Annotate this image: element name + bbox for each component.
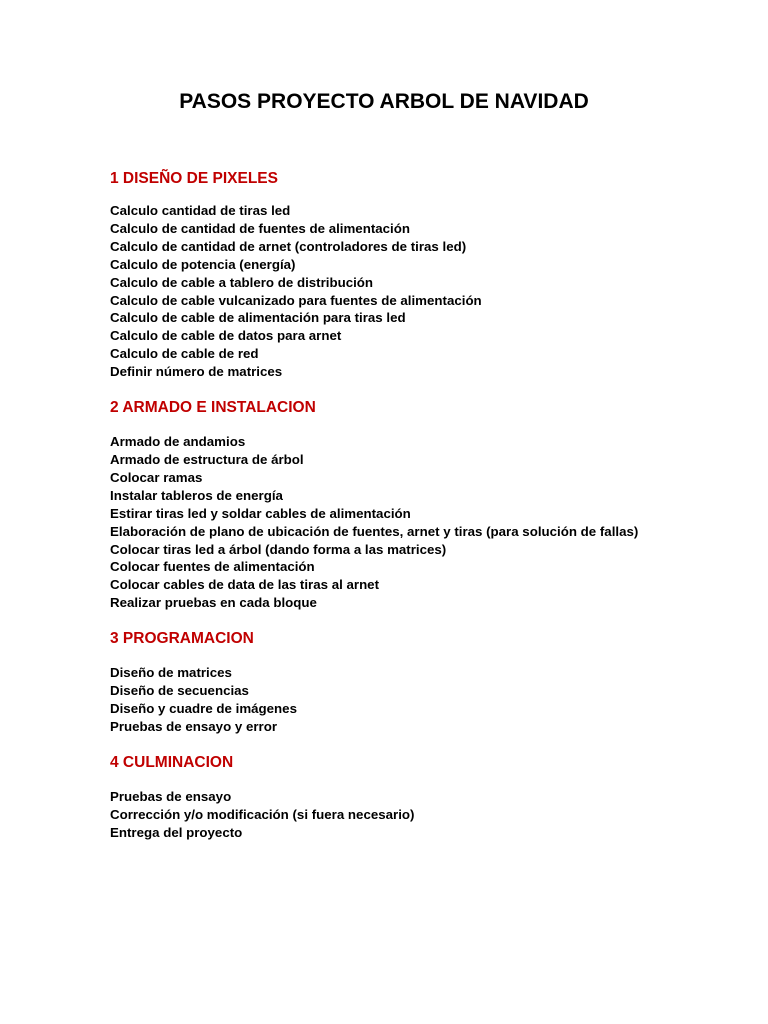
- list-item: Colocar ramas: [110, 469, 203, 485]
- list-item: Calculo de potencia (energía): [110, 256, 296, 272]
- list-item: Instalar tableros de energía: [110, 487, 283, 503]
- list-item: Calculo de cable a tablero de distribución: [110, 274, 374, 290]
- list-item: Armado de andamios: [110, 434, 246, 450]
- list-item: Elaboración de plano de ubicación de fuentes, arnet y tiras (para solución de fallas): [110, 523, 639, 539]
- list-item: Colocar tiras led a árbol (dando forma a las matrices): [110, 541, 447, 557]
- list-item: Calculo de cantidad de fuentes de alimentación: [110, 220, 410, 236]
- list-item: Realizar pruebas en cada bloque: [110, 595, 317, 611]
- list-item: Calculo de cable de red: [110, 346, 259, 362]
- document-content: [110, 168, 750, 857]
- section-culminacion: [110, 752, 750, 842]
- list-item: Entrega del proyecto: [110, 824, 243, 840]
- section-armado-e-instalacion: [110, 397, 750, 612]
- list-item: Colocar cables de data de las tiras al arnet: [110, 577, 380, 593]
- list-item: Diseño y cuadre de imágenes: [110, 700, 297, 716]
- list-item: Diseño de secuencias: [110, 683, 249, 699]
- list-item: Corrección y/o modificación (si fuera necesario): [110, 806, 415, 822]
- section-heading: 1 DISEÑO DE PIXELES: [110, 170, 278, 187]
- document-title: PASOS PROYECTO ARBOL DE NAVIDAD: [179, 90, 589, 113]
- list-item: Calculo de cable de alimentación para tiras led: [110, 310, 406, 326]
- section-heading: 2 ARMADO E INSTALACION: [110, 399, 316, 417]
- list-item: Pruebas de ensayo y error: [110, 718, 278, 734]
- section-heading: 4 CULMINACION: [110, 753, 234, 771]
- list-item: Definir número de matrices: [110, 364, 283, 380]
- list-item: Calculo de cable vulcanizado para fuentes de alimentación: [110, 292, 482, 308]
- list-item: Diseño de matrices: [110, 665, 232, 681]
- list-item: Calculo cantidad de tiras led: [110, 203, 291, 218]
- section-diseno-de-pixeles: [110, 168, 750, 381]
- list-item: Calculo de cable de datos para arnet: [110, 328, 342, 344]
- list-item: Pruebas de ensayo: [110, 788, 232, 804]
- list-item: Colocar fuentes de alimentación: [110, 559, 315, 575]
- list-item: Estirar tiras led y soldar cables de alimentación: [110, 505, 411, 521]
- section-programacion: [110, 628, 750, 736]
- section-heading: 3 PROGRAMACION: [110, 630, 254, 648]
- list-item: Calculo de cantidad de arnet (controladores de tiras led): [110, 238, 467, 254]
- list-item: Armado de estructura de árbol: [110, 451, 304, 467]
